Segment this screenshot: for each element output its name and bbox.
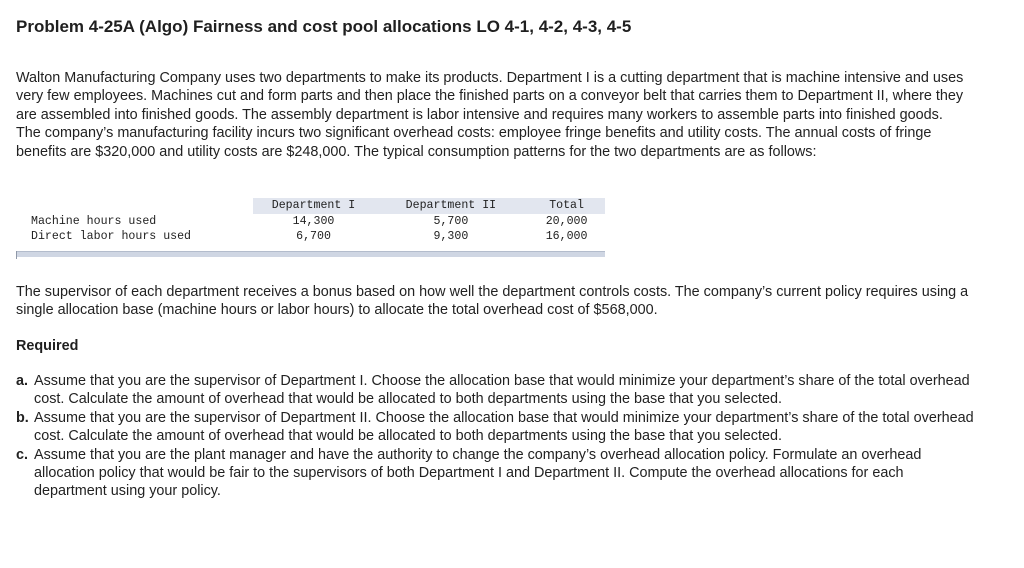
requirements-list (16, 372, 976, 501)
table-cell-dept1: 6,700 (296, 230, 331, 243)
table-scroll-handle (16, 251, 17, 259)
table-cell-dept2: 5,700 (433, 214, 469, 228)
policy-paragraph: The supervisor of each department receives a bonus based on how well the department controls costs. The company’s current policy requires using a single allocation base (machine hours or labor hours) to allocate the total overhead cost of $568,000. (16, 284, 969, 319)
table-row (16, 214, 605, 230)
table-cell-dept1: 14,300 (292, 214, 335, 228)
requirement-b (16, 409, 976, 446)
requirement-marker: b. (16, 409, 29, 426)
requirement-text: Assume that you are the supervisor of Department II. Choose the allocation base that would minimize your department’s share of the total overhead cost. Calculate the amount of overhead that would be allocated to both departments using the base that you selected. (34, 409, 974, 445)
requirement-text: Assume that you are the plant manager and have the authority to change the company’s overhead allocation policy. Formulate an overhead allocation policy that would be fair to the supervisors of both Department I and Department II. Compute the overhead allocations for each department using your policy. (34, 446, 922, 500)
table-row (16, 229, 605, 245)
required-heading: Required (16, 338, 79, 354)
requirement-text: Assume that you are the supervisor of Department I. Choose the allocation base that would minimize your department’s share of the total overhead cost. Calculate the amount of overhead that would be allocated to both departments using the base that you selected. (34, 373, 970, 408)
table-header-dept1: Department I (253, 198, 373, 214)
table-row-label: Direct labor hours used (31, 230, 192, 243)
page-title: Problem 4-25A (Algo) Fairness and cost pool allocations LO 4-1, 4-2, 4-3, 4-5 (16, 17, 632, 36)
table-header-row (16, 198, 605, 214)
requirement-marker: c. (16, 446, 29, 463)
table-cell-dept2: 9,300 (433, 230, 469, 243)
intro-paragraph: Walton Manufacturing Company uses two departments to make its products. Department I is a cutting department that is machine intensive and uses very few employees. Machines cut and form parts and then place the finished parts on a conveyor belt that carries them to Department II, where they are assembled into finished goods. The assembly department is labor intensive and requires many workers to assemble parts into finished goods. The company’s manufacturing facility incurs two significant overhead costs: employee fringe benefits and utility costs. The annual costs of fringe benefits are $320,000 and utility costs are $248,000. The typical consumption patterns for the two departments are as follows: (16, 70, 964, 160)
table-header-dept2: Department II (374, 198, 529, 214)
consumption-table-container (16, 198, 605, 259)
table-bottom-rule (16, 251, 605, 257)
table-row-label: Machine hours used (31, 214, 157, 228)
requirement-c (16, 446, 976, 501)
requirement-a (16, 372, 976, 409)
consumption-table (16, 198, 605, 245)
table-cell-total: 16,000 (545, 230, 588, 243)
requirement-marker: a. (16, 373, 29, 389)
table-cell-total: 20,000 (545, 214, 588, 228)
table-header-total: Total (528, 198, 605, 214)
table-header-blank (16, 198, 253, 214)
